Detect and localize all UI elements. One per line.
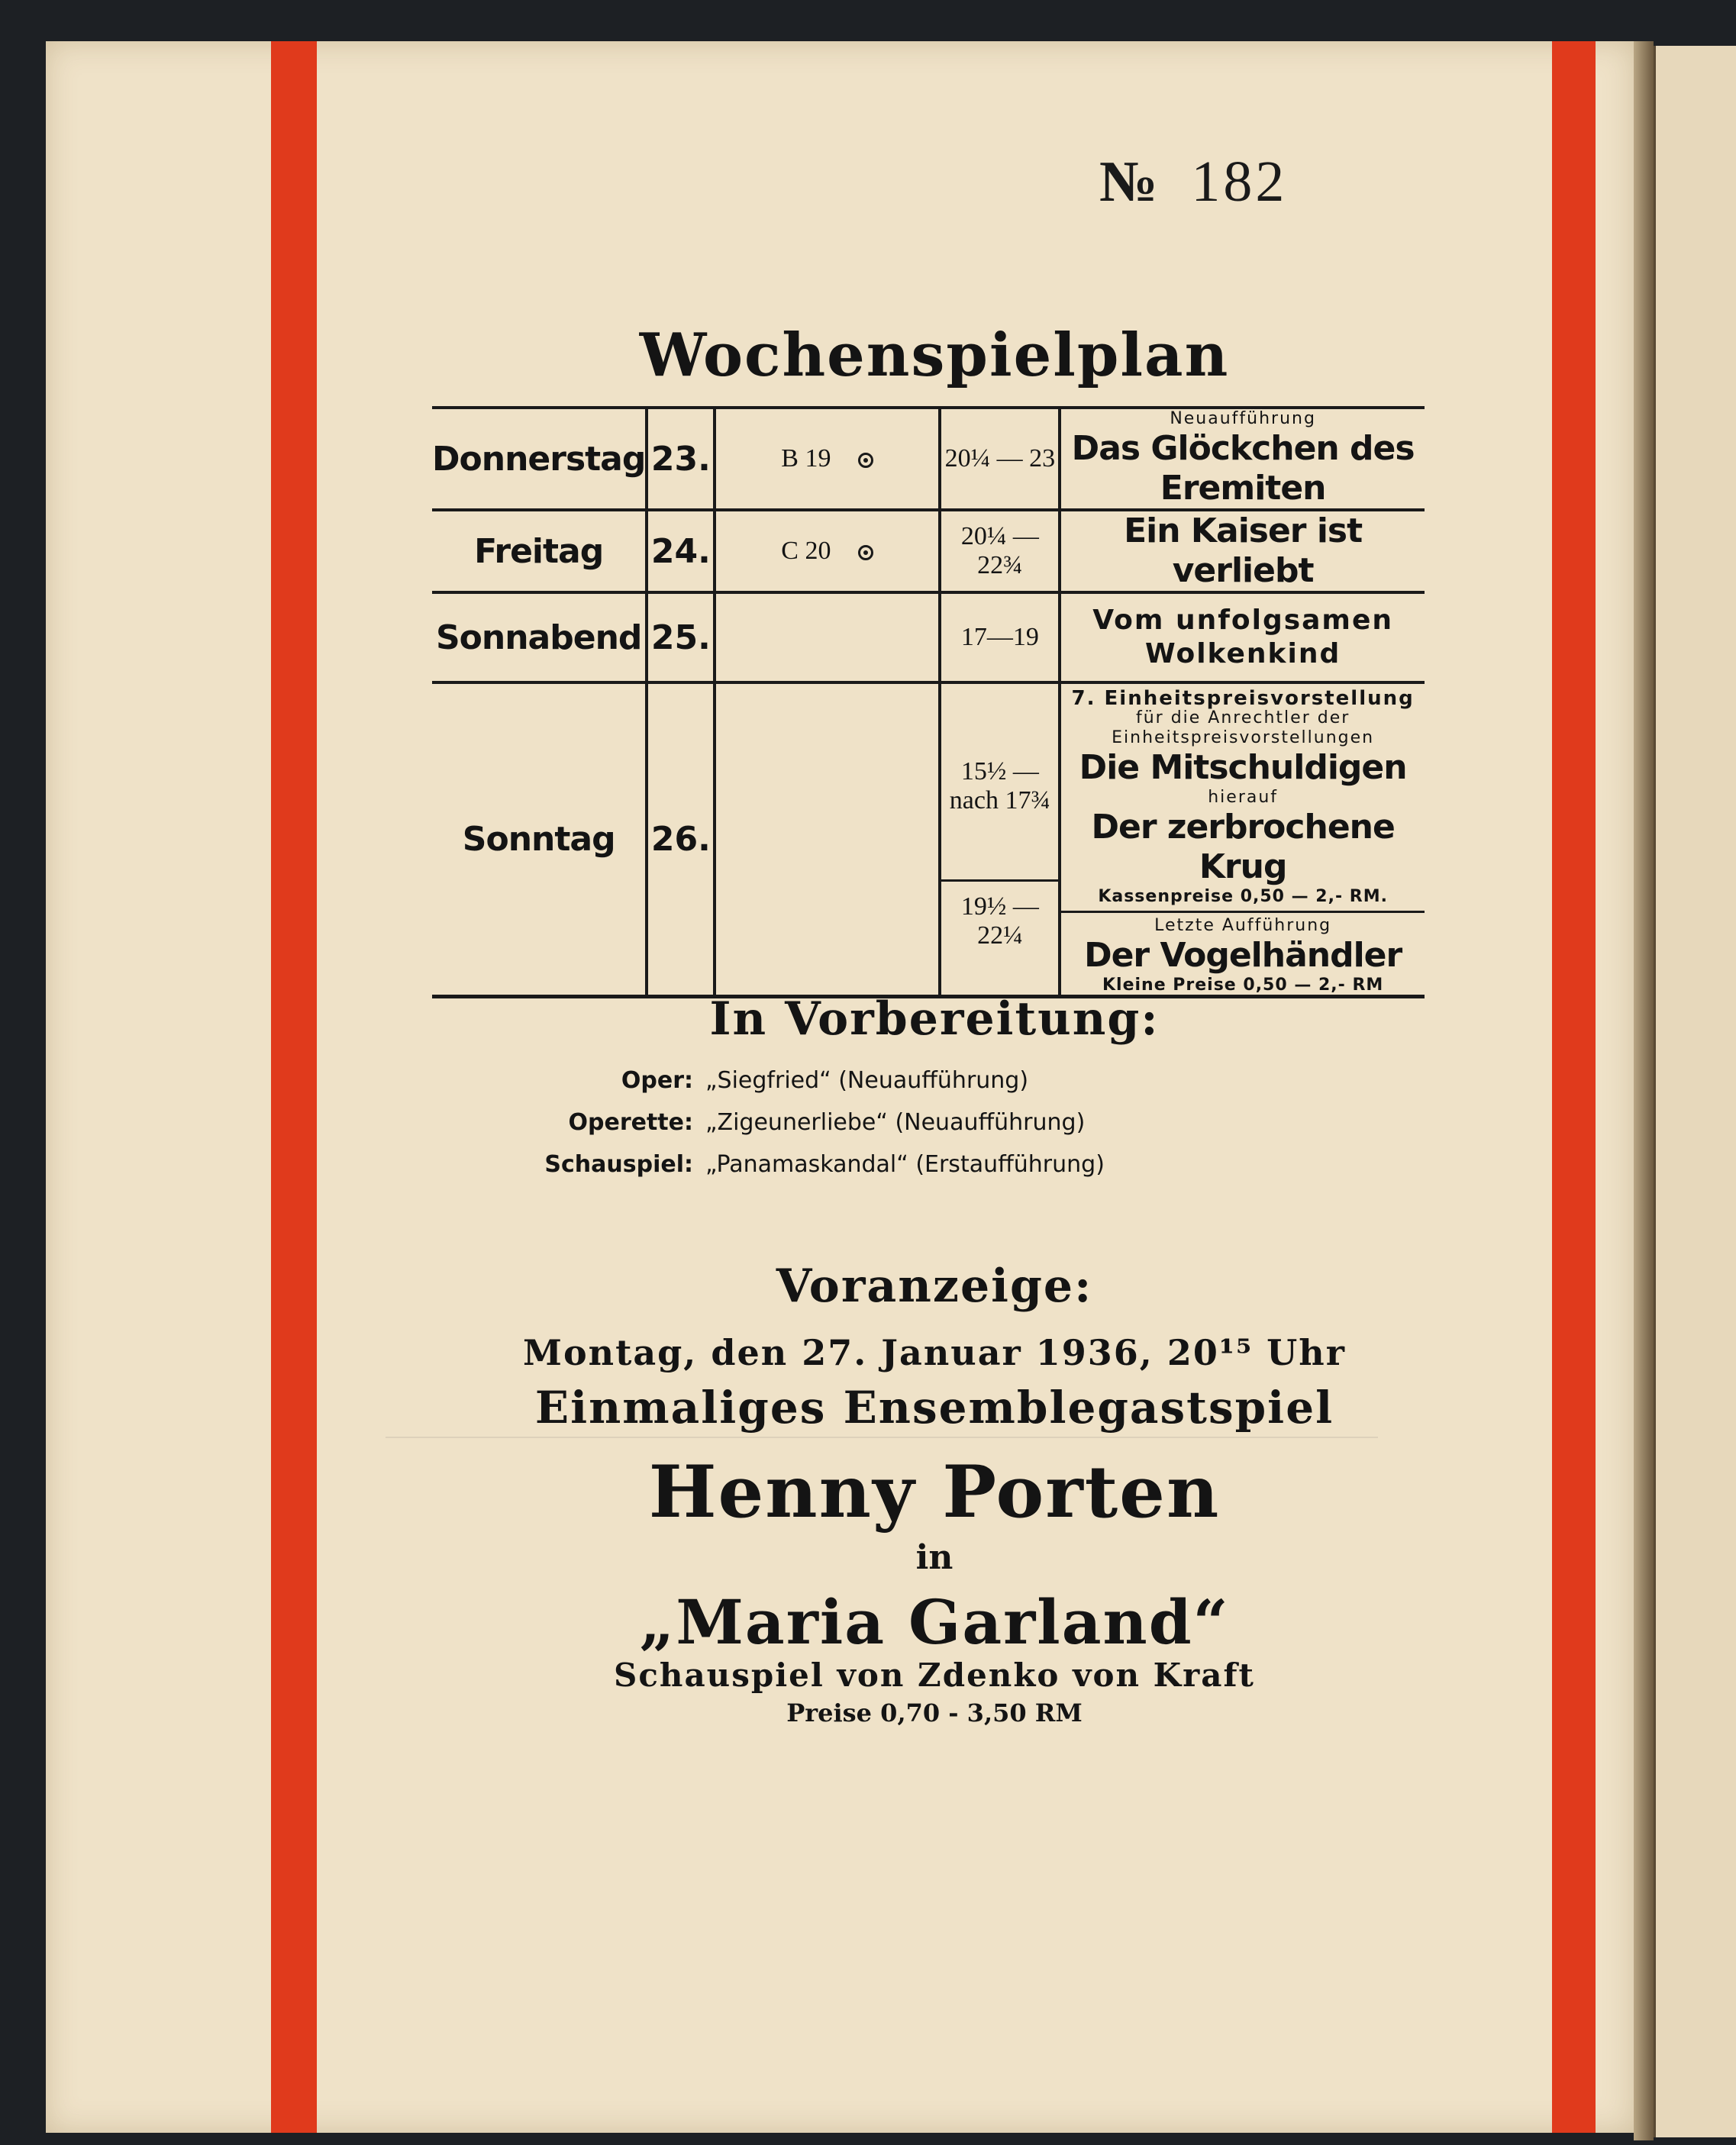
play-pre-line: 7. Einheitspreisvorstellung xyxy=(1071,687,1415,710)
play-pre-line: Einheitspreisvorstellungen xyxy=(1112,728,1375,747)
play-title: Vom unfolgsamen Wolkenkind xyxy=(1092,605,1393,669)
number-value: 182 xyxy=(1191,150,1288,214)
prep-item xyxy=(534,1067,1221,1094)
play-title: Ein Kaiser ist verliebt xyxy=(1124,511,1363,590)
book-gutter xyxy=(1634,41,1654,2140)
day-cell: Freitag xyxy=(432,510,647,592)
day-cell: Sonntag xyxy=(432,682,647,997)
date-cell: 26. xyxy=(647,682,715,997)
code-text: C 20 xyxy=(781,537,831,565)
preview-author: Schauspiel von Zdenko von Kraft xyxy=(614,1656,1255,1694)
schedule-table xyxy=(432,406,1425,998)
preview-title: Voranzeige: xyxy=(776,1260,1093,1313)
play-note: Letzte Aufführung xyxy=(1154,916,1332,935)
table-row xyxy=(432,682,1425,997)
preview-date: Montag, den 27. Januar 1936, 20¹⁵ Uhr xyxy=(523,1332,1346,1373)
code-cell xyxy=(715,592,940,682)
time-cell: 20¼ — 22¾ xyxy=(940,510,1060,592)
date-cell: 25. xyxy=(647,592,715,682)
prep-text: „Zigeunerliebe“ (Neuaufführung) xyxy=(705,1109,1086,1136)
page-title: Wochenspielplan xyxy=(639,321,1230,390)
prep-item xyxy=(534,1109,1221,1136)
play-note: Neuaufführung xyxy=(1170,409,1316,428)
time-cell: 20¼ — 23 xyxy=(940,408,1060,510)
play-cell xyxy=(1060,510,1425,592)
play-price: Kleine Preise 0,50 — 2,- RM xyxy=(1102,976,1384,995)
play-title: Das Glöckchen des Eremiten xyxy=(1071,429,1415,508)
preview-price: Preise 0,70 - 3,50 RM xyxy=(786,1698,1083,1727)
prep-label: Operette: xyxy=(568,1109,693,1136)
time-second: 19½ — 22¼ xyxy=(941,879,1058,950)
preview-event: Einmaliges Ensemblegastspiel xyxy=(534,1382,1334,1434)
prep-text: „Siegfried“ (Neuaufführung) xyxy=(705,1067,1029,1094)
prep-title: In Vorbereitung: xyxy=(709,992,1160,1046)
show-through-rule xyxy=(386,1437,1378,1438)
preview-in: in xyxy=(915,1538,954,1577)
preview-play: „Maria Garland“ xyxy=(639,1586,1230,1658)
prep-label: Oper: xyxy=(621,1067,693,1094)
circle-dot-icon xyxy=(858,545,873,560)
table-row xyxy=(432,510,1425,592)
time-cell: 17—19 xyxy=(940,592,1060,682)
play-cell xyxy=(1060,682,1425,997)
facing-page-edge xyxy=(1654,46,1736,2137)
day-cell: Sonnabend xyxy=(432,592,647,682)
date-cell: 23. xyxy=(647,408,715,510)
play-pre-line: für die Anrechtler der xyxy=(1135,708,1350,727)
code-cell xyxy=(715,408,940,510)
play-title: Der Vogelhändler xyxy=(1084,936,1402,975)
code-cell xyxy=(715,682,940,997)
table-row xyxy=(432,592,1425,682)
program-number xyxy=(1099,149,1287,215)
number-label: № xyxy=(1099,150,1161,214)
play-price: Kassenpreise 0,50 — 2,- RM. xyxy=(1098,887,1388,906)
play-cell xyxy=(1060,408,1425,510)
play-cell xyxy=(1060,592,1425,682)
circle-dot-icon xyxy=(858,453,873,468)
prep-item xyxy=(534,1151,1221,1178)
play-connector: hierauf xyxy=(1208,788,1279,807)
prep-label: Schauspiel: xyxy=(544,1151,693,1178)
red-border-left xyxy=(271,41,317,2133)
day-cell: Donnerstag xyxy=(432,408,647,510)
table-row xyxy=(432,408,1425,510)
code-text: B 19 xyxy=(781,444,831,473)
play-title: Der zerbrochene Krug xyxy=(1091,808,1395,886)
play-title: Die Mitschuldigen xyxy=(1079,748,1407,787)
red-border-right xyxy=(1552,41,1596,2133)
time-cell xyxy=(940,682,1060,997)
preview-star: Henny Porten xyxy=(648,1450,1221,1534)
time-first: 15½ — nach 17¾ xyxy=(949,757,1050,814)
prep-text: „Panamaskandal“ (Erstaufführung) xyxy=(705,1151,1105,1178)
play-divider xyxy=(1061,911,1425,995)
date-cell: 24. xyxy=(647,510,715,592)
code-cell xyxy=(715,510,940,592)
